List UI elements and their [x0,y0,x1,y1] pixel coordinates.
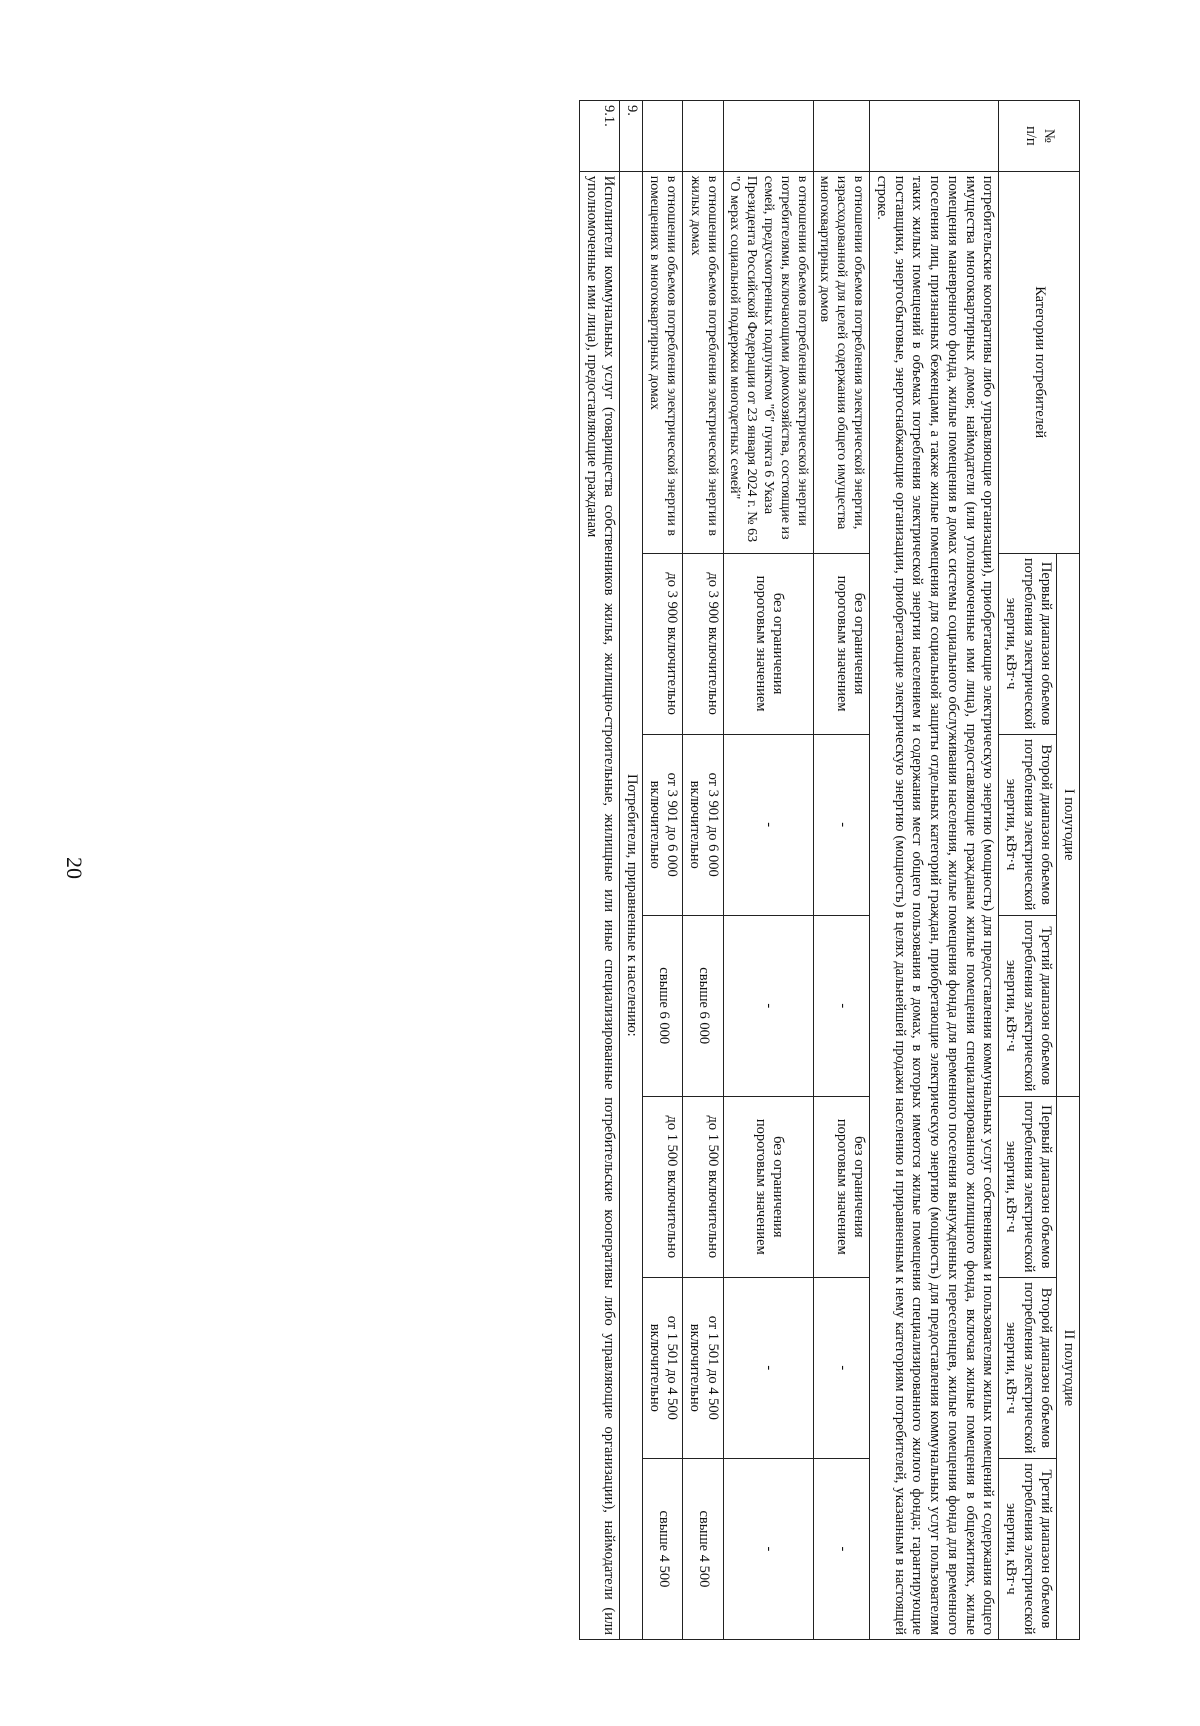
cell-h1-r2: - [723,734,813,915]
section-9-1-num: 9.1. [580,101,620,172]
section-9-row [620,101,643,1640]
cell-h2-r2: от 1 501 до 4 500 включительно [683,1277,723,1458]
header-num: № п/п [999,101,1080,172]
header-half1: I полугодие [1057,553,1080,1096]
intro-row [870,101,999,1640]
cell-h2-r1: без ограничения пороговым значением [814,1096,870,1277]
cell-h2-r2: от 1 501 до 4 500 включительно [643,1277,683,1458]
header-category: Категории потребителей [999,171,1080,553]
row-category: в отношении объемов потребления электрической энергии потребителями, включающими домохозяйства, состоящие из семей, предусмотренных подпунктом "б" пункта 6 Указа Президента Российской Федерации от 23 января 2024 г. № 63 "О мерах социальной поддержки многодетных семей" [723,171,813,553]
cell-h2-r3: свыше 4 500 [643,1458,683,1639]
table-row [723,101,813,1640]
header-h1-range3: Третий диапазон объемов потребления электрической энергии, кВт·ч [999,915,1057,1096]
header-h2-range1: Первый диапазон объемов потребления электрической энергии, кВт·ч [999,1096,1057,1277]
cell-h1-r3: свыше 6 000 [643,915,683,1096]
cell-h2-r1: до 1 500 включительно [683,1096,723,1277]
cell-h2-r3: - [723,1458,813,1639]
cell-h2-r3: свыше 4 500 [683,1458,723,1639]
cell-h1-r2: - [814,734,870,915]
cell-h2-r1: без ограничения пороговым значением [723,1096,813,1277]
section-9-1-row [580,101,620,1640]
row-category: в отношении объемов потребления электрической энергии в помещениях в многоквартирных домах [643,171,683,553]
header-h2-range2: Второй диапазон объемов потребления электрической энергии, кВт·ч [999,1277,1057,1458]
section-9-num: 9. [620,101,643,172]
cell-h1-r2: от 3 901 до 6 000 включительно [683,734,723,915]
cell-h1-r3: - [723,915,813,1096]
cell-h2-r1: до 1 500 включительно [643,1096,683,1277]
table-row [683,101,723,1640]
cell-h1-r3: - [814,915,870,1096]
table-row [643,101,683,1640]
table-row [814,101,870,1640]
cell-h2-r3: - [814,1458,870,1639]
tariff-table [579,100,1080,1640]
header-h2-range3: Третий диапазон объемов потребления электрической энергии, кВт·ч [999,1458,1057,1639]
cell-h2-r2: - [723,1277,813,1458]
cell-h1-r1: до 3 900 включительно [643,553,683,734]
cell-h1-r1: без ограничения пороговым значением [723,553,813,734]
header-h1-range1: Первый диапазон объемов потребления электрической энергии, кВт·ч [999,553,1057,734]
cell-h1-r3: свыше 6 000 [683,915,723,1096]
cell-h2-r2: - [814,1277,870,1458]
section-9-1-text: Исполнители коммунальных услуг (товарищества собственников жилья, жилищно-строительные, жилищные или иные специализированные потребительские кооперативы либо управляющие организации), наймодатели (или уполномоченные ими лица), предоставляющие гражданам [580,171,620,1639]
header-half2: II полугодие [1057,1096,1080,1639]
header-h1-range2: Второй диапазон объемов потребления электрической энергии, кВт·ч [999,734,1057,915]
header-row-1 [1057,101,1080,1640]
section-9-title: Потребители, приравненные к населению: [620,171,643,1639]
row-category: в отношении объемов потребления электрической энергии, израсходованной для целей содержания общего имущества многоквартирных домов [814,171,870,553]
page-number: 20 [62,857,87,879]
cell-h1-r1: до 3 900 включительно [683,553,723,734]
cell-h1-r2: от 3 901 до 6 000 включительно [643,734,683,915]
intro-num-cell [870,101,999,172]
cell-h1-r1: без ограничения пороговым значением [814,553,870,734]
row-category: в отношении объемов потребления электрической энергии в жилых домах [683,171,723,553]
intro-text: потребительские кооперативы либо управляющие организации), приобретающие электрическую энергию (мощность) для предоставления коммунальных услуг собственникам и пользователям жилых помещений и содержания общего имущества многоквартирных домов; наймодатели (или уполномоченные ими лица), предоставляющие гражданам жилые помещения специализированного жилищного фонда, включая жилые помещения в общежитиях, жилые помещения маневренного фонда, жилые помещения в домах системы социального обслуживания населения, жилые помещения фонда для временного поселения вынужденных переселенцев, жилые помещения фонда для временного поселения лиц, признанных беженцами, а также жилые помещения для социальной защиты отдельных категорий граждан, приобретающие электрическую энергию (мощность) для предоставления коммунальных услуг пользователям таких жилых помещений в объемах потребления электрической энергии населением и содержания мест общего пользования в домах, в которых имеются жилые помещения специализированного жилого фонда; гарантирующие поставщики, энергосбытовые, энергоснабжающие организации, приобретающие электрическую энергию (мощность) в целях дальнейшей продажи населению и приравненным к нему категориям потребителей, указанным в настоящей строке. [870,171,999,1639]
rotated-table-container [100,100,1080,1640]
